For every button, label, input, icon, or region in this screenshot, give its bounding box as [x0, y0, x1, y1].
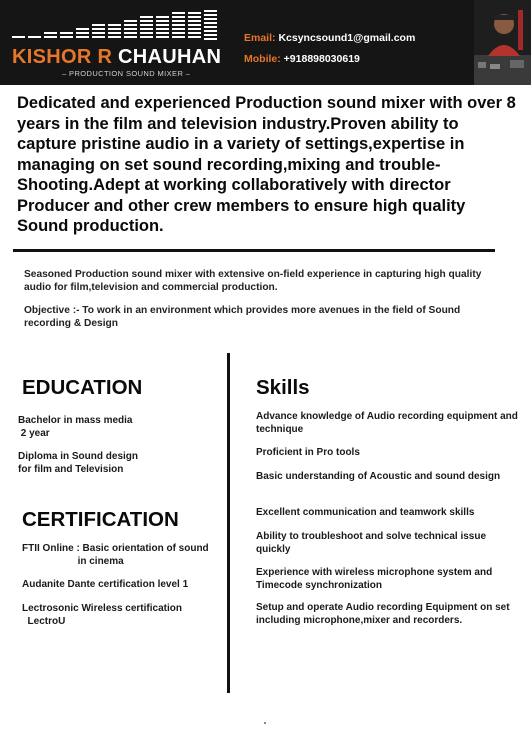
- mobile-label: Mobile:: [244, 53, 281, 65]
- skill-item: Advance knowledge of Audio recording equipment and technique: [256, 411, 518, 435]
- mobile-line: [244, 53, 360, 65]
- equalizer-logo-icon: [12, 10, 226, 40]
- skill-item: Proficient in Pro tools: [256, 447, 360, 458]
- education-item: Diploma in Sound design for film and Television: [18, 451, 138, 475]
- skill-item: Excellent communication and teamwork skills: [256, 507, 475, 518]
- email-line: [244, 32, 415, 44]
- profile-photo: [474, 0, 531, 85]
- certification-item: Audanite Dante certification level 1: [22, 579, 189, 590]
- section-divider: [13, 249, 495, 252]
- skills-heading: Skills: [256, 376, 310, 399]
- mobile-value: +918898030619: [283, 53, 360, 65]
- column-divider: [227, 353, 230, 693]
- candidate-name: [12, 46, 221, 69]
- email-label: Email:: [244, 32, 276, 44]
- skill-item: Setup and operate Audio recording Equipment on set including microphone,mixer and recorders.: [256, 602, 510, 626]
- name-last: CHAUHAN: [118, 46, 222, 68]
- skill-item: Ability to troubleshoot and solve technical issue quickly: [256, 531, 487, 555]
- certification-heading: CERTIFICATION: [22, 508, 179, 531]
- certification-item: Lectrosonic Wireless certification LectroU: [22, 603, 182, 627]
- page-dot: [264, 722, 266, 724]
- job-tagline: – PRODUCTION SOUND MIXER –: [62, 69, 191, 78]
- education-item: Bachelor in mass media 2 year: [18, 415, 133, 439]
- objective-statement: Objective :- To work in an environment which provides more avenues in the field of Sound recording & Design: [24, 305, 461, 329]
- skill-item: Experience with wireless microphone system and Timecode synchronization: [256, 567, 493, 591]
- skill-item: Basic understanding of Acoustic and sound design: [256, 471, 501, 482]
- certification-item: FTII Online : Basic orientation of sound in cinema: [22, 543, 209, 567]
- header-banner: [0, 0, 531, 85]
- email-value[interactable]: Kcsyncsound1@gmail.com: [278, 32, 416, 44]
- profile-statement: Seasoned Production sound mixer with extensive on-field experience in capturing high quality audio for film,television and commercial production.: [24, 269, 482, 293]
- name-first: KISHOR R: [12, 46, 113, 68]
- education-heading: EDUCATION: [22, 376, 143, 399]
- career-summary: Dedicated and experienced Production sound mixer with over 8 years in the film and television industry.Proven ability to capture pristine audio in a variety of settings,expertise in managing on set sound recording,mixing and trouble-Shooting.Adept at working collaboratively with director Producer and other crew members to ensure high quality Sound production.: [17, 94, 516, 235]
